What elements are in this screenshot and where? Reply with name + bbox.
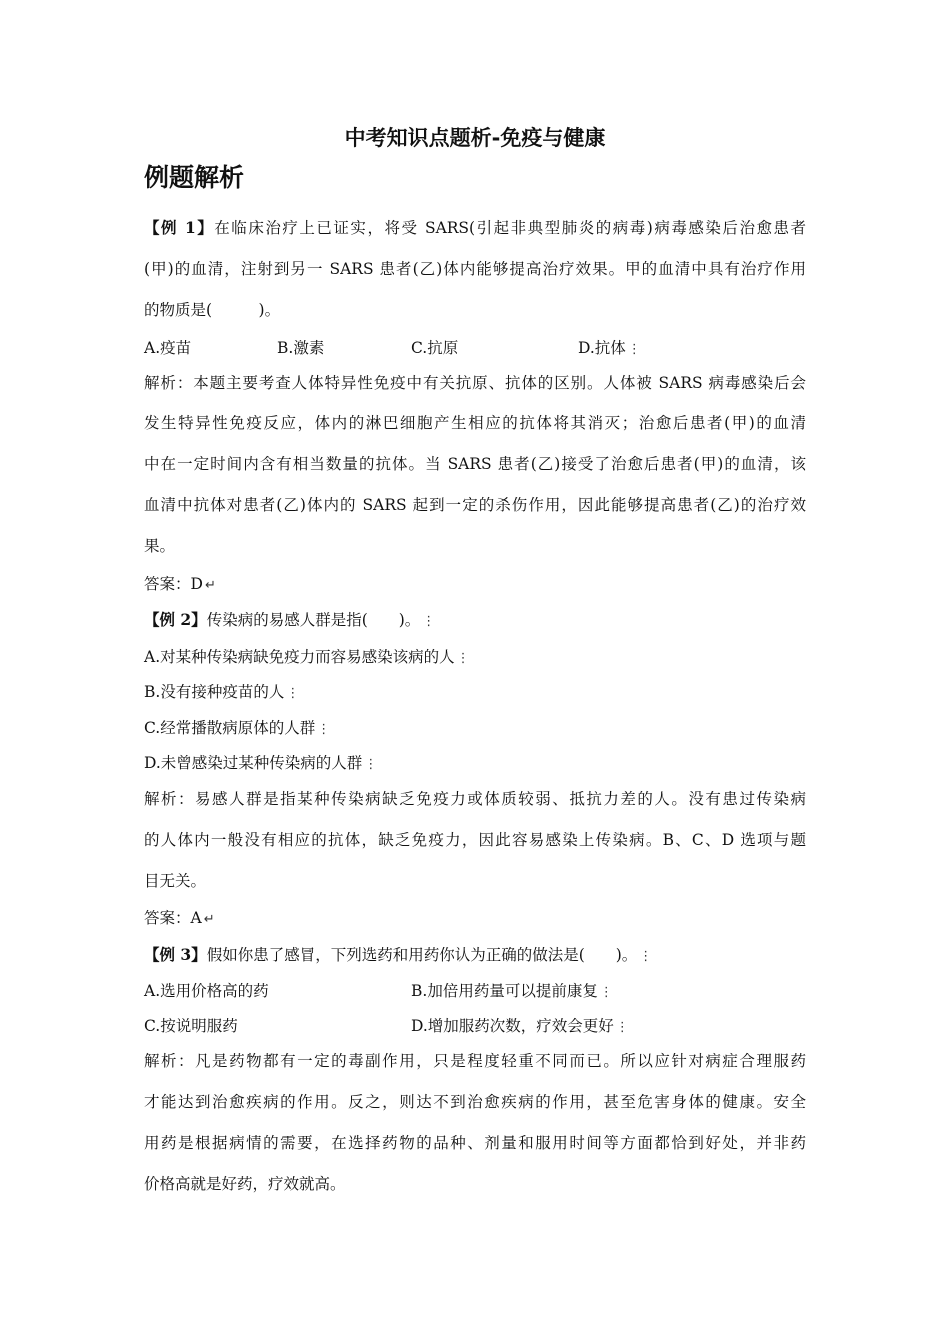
- ex3-options-row-1: [144, 981, 806, 1001]
- ex3-analysis-line-1: 解析：凡是药物都有一定的毒副作用，只是程度轻重不同而已。所以应针对病症合理服药: [144, 1052, 806, 1070]
- ex2-option-b: B.没有接种疫苗的人 ⋮: [144, 683, 300, 701]
- ex1-question-line-1: 【例 1】在临床治疗上已证实，将受 SARS(引起非典型肺炎的病毒)病毒感染后治愈患者: [144, 218, 807, 237]
- ex1-analysis-line-5: 果。: [144, 537, 176, 555]
- ex1-question-line-2: (甲)的血清，注射到另一 SARS 患者(乙)体内能够提高治疗效果。甲的血清中具有治疗作用: [144, 260, 806, 278]
- ex1-option-c: C.抗原: [411, 339, 459, 357]
- ex1-analysis-line-2: 发生特异性免疫反应，体内的淋巴细胞产生相应的抗体将其消灭；治愈后患者(甲)的血清: [144, 414, 806, 432]
- ex3-label: 【例 3】: [144, 945, 207, 964]
- ex1-question-line-3: 的物质是( )。: [144, 301, 281, 319]
- ex1-analysis-line-3: 中在一定时间内含有相当数量的抗体。当 SARS 患者(乙)接受了治愈后患者(甲)的血清，该: [144, 455, 806, 473]
- ex2-option-c: C.经常播散病原体的人群 ⋮: [144, 719, 331, 737]
- ex3-option-b: B.加倍用药量可以提前康复 ⋮: [411, 982, 613, 1000]
- ex2-option-a: A.对某种传染病缺免疫力而容易感染该病的人 ⋮: [144, 648, 470, 666]
- ex2-analysis-line-2: 的人体内一般没有相应的抗体，缺乏免疫力，因此容易感染上传染病。B、C、D 选项与题: [144, 831, 806, 849]
- section-heading: 例题解析: [144, 163, 245, 192]
- ex2-question: 【例 2】传染病的易感人群是指( )。 ⋮: [144, 610, 436, 629]
- ex1-analysis-line-4: 血清中抗体对患者(乙)体内的 SARS 起到一定的杀伤作用，因此能够提高患者(乙)的治疗效: [144, 496, 806, 514]
- ex2-analysis-line-1: 解析：易感人群是指某种传染病缺乏免疫力或体质较弱、抵抗力差的人。没有患过传染病: [144, 790, 806, 808]
- ex1-option-b: B.激素: [277, 339, 325, 357]
- ex1-analysis-line-1: 解析：本题主要考查人体特异性免疫中有关抗原、抗体的区别。人体被 SARS 病毒感染后会: [144, 374, 806, 392]
- ex2-analysis-line-3: 目无关。: [144, 872, 207, 890]
- ex3-option-a: A.选用价格高的药: [144, 982, 269, 1000]
- ex2-label: 【例 2】: [144, 610, 207, 629]
- ex2-answer: 答案：A ↵: [144, 909, 215, 927]
- ex1-answer: 答案：D ↵: [144, 575, 216, 593]
- ex3-analysis-line-3: 用药是根据病情的需要，在选择药物的品种、剂量和服用时间等方面都恰到好处，并非药: [144, 1134, 806, 1152]
- ex3-option-c: C.按说明服药: [144, 1017, 238, 1035]
- ex3-option-d: D.增加服药次数，疗效会更好 ⋮: [411, 1017, 629, 1035]
- ex1-option-a: A.疫苗: [144, 339, 192, 357]
- ex3-analysis-line-4: 价格高就是好药，疗效就高。: [144, 1175, 346, 1193]
- ex1-option-d: D.抗体 ⋮: [578, 339, 641, 357]
- ex3-analysis-line-2: 才能达到治愈疾病的作用。反之，则达不到治愈疾病的作用，甚至危害身体的健康。安全: [144, 1093, 806, 1111]
- document-title: 中考知识点题析-免疫与健康: [344, 126, 606, 150]
- ex1-options: [144, 338, 806, 358]
- ex2-option-d: D.未曾感染过某种传染病的人群 ⋮: [144, 754, 378, 772]
- ex1-label: 【例 1】: [144, 218, 215, 237]
- ex3-options-row-2: [144, 1016, 806, 1036]
- ex3-question: 【例 3】假如你患了感冒，下列选药和用药你认为正确的做法是( )。 ⋮: [144, 945, 653, 964]
